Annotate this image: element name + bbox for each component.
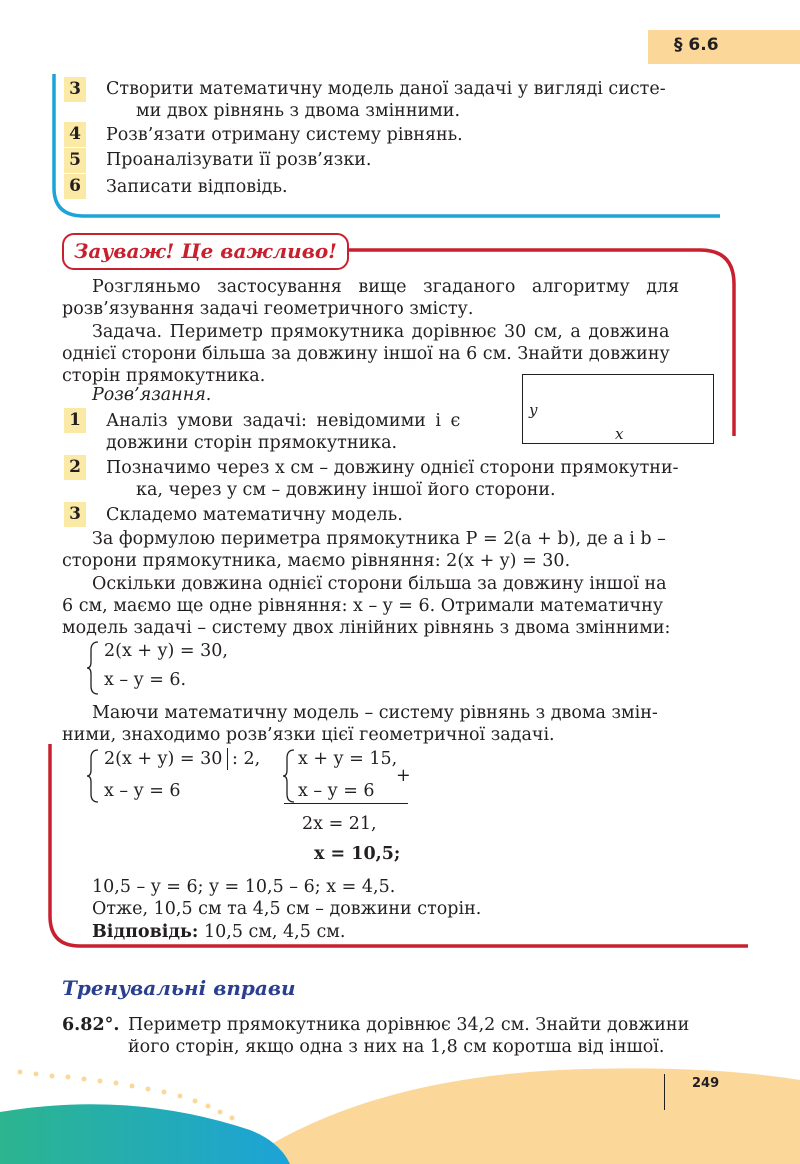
sum-line (284, 803, 408, 804)
task-text: Задача. Периметр прямокутника дорівнює 30 см, а довжина (92, 322, 670, 342)
note-title: Зауваж! Це важливо! (62, 233, 349, 270)
paragraph: Маючи математичну модель – систему рівнянь з двома змін- (92, 703, 658, 723)
system-brace (86, 640, 100, 696)
system-divisor: : 2, (232, 749, 261, 769)
step-text: ка, через y см – довжину іншої його сторони. (136, 480, 556, 500)
step-text: Складемо математичну модель. (106, 505, 403, 525)
step-number: 1 (64, 408, 86, 433)
page-number: 249 (692, 1076, 720, 1091)
step-number: 5 (64, 148, 86, 173)
answer (92, 921, 345, 944)
step-text: довжини сторін прямокутника. (106, 433, 398, 453)
step-text: Розв’язати отриману систему рівнянь. (106, 125, 463, 145)
sum-equation: 2x = 21, (302, 814, 377, 834)
task-text: однієї сторони більша за довжину іншої на 6 см. Знайти довжину (62, 344, 670, 364)
answer-label: Відповідь: (92, 922, 199, 942)
paragraph: сторони прямокутника, маємо рівняння: 2(x + y) = 30. (62, 551, 571, 571)
sum-equation: x = 10,5; (314, 844, 401, 864)
solution-label: Розв’язання. (92, 385, 212, 405)
paragraph: За формулою периметра прямокутника P = 2(a + b), де a і b – (92, 529, 666, 549)
paragraph: модель задачі – систему двох лінійних рівнянь з двома змінними: (62, 618, 671, 638)
conclusion: Отже, 10,5 см та 4,5 см – довжини сторін. (92, 899, 482, 919)
exercise-text: його сторін, якщо одна з них на 1,8 см коротша від іншої. (128, 1037, 665, 1057)
rect-label-x: x (615, 425, 624, 443)
section-tab (648, 30, 800, 64)
step-number: 3 (64, 77, 86, 102)
exercises-heading: Тренувальні вправи (62, 976, 296, 1000)
step-number: 3 (64, 502, 86, 527)
system-equation: x – y = 6 (298, 781, 375, 801)
system-brace (86, 748, 100, 804)
system-equation: 2(x + y) = 30 (104, 749, 223, 769)
rect-label-y: y (529, 401, 538, 419)
step-text: Проаналізувати її розв’язки. (106, 150, 372, 170)
step-number: 2 (64, 455, 86, 480)
note-intro: розв’язування задачі геометричного змісту. (62, 299, 474, 319)
exercise-text: Периметр прямокутника дорівнює 34,2 см. Знайти довжини (128, 1015, 690, 1035)
page-number-divider (664, 1074, 665, 1110)
paragraph: Оскільки довжина однієї сторони більша за довжину іншої на (92, 574, 667, 594)
step-number: 4 (64, 122, 86, 147)
paragraph: ними, знаходимо розв’язки цієї геометричної задачі. (62, 725, 555, 745)
section-label: § 6.6 (674, 35, 719, 55)
system-equation: x + y = 15, (298, 749, 398, 769)
task-text: сторін прямокутника. (62, 366, 266, 386)
answer-value: 10,5 см, 4,5 см. (203, 922, 346, 942)
step-text: Позначимо через x см – довжину однієї сторони прямокутни- (106, 458, 679, 478)
step-text: ми двох рівнянь з двома змінними. (136, 101, 461, 121)
step-number: 6 (64, 174, 86, 199)
calculation: 10,5 – y = 6; y = 10,5 – 6; x = 4,5. (92, 877, 396, 897)
exercise-number: 6.82°. (62, 1015, 120, 1035)
step-text: Записати відповідь. (106, 177, 288, 197)
rectangle-figure (522, 374, 714, 444)
system-equation: x – y = 6. (104, 670, 187, 690)
step-text: Створити математичну модель даної задачі у вигляді систе- (106, 79, 666, 99)
system-equation: 2(x + y) = 30, (104, 641, 228, 661)
plus-sign: + (396, 766, 411, 786)
note-intro: Розгляньмо застосування вище згаданого алгоритму для (92, 277, 680, 297)
footer-decoration (0, 1050, 800, 1164)
division-bar (227, 748, 228, 770)
paragraph: 6 см, маємо ще одне рівняння: x – y = 6. Отримали математичну (62, 596, 664, 616)
step-text: Аналіз умови задачі: невідомими і є (106, 411, 461, 431)
system-brace (282, 748, 296, 804)
system-equation: x – y = 6 (104, 781, 181, 801)
